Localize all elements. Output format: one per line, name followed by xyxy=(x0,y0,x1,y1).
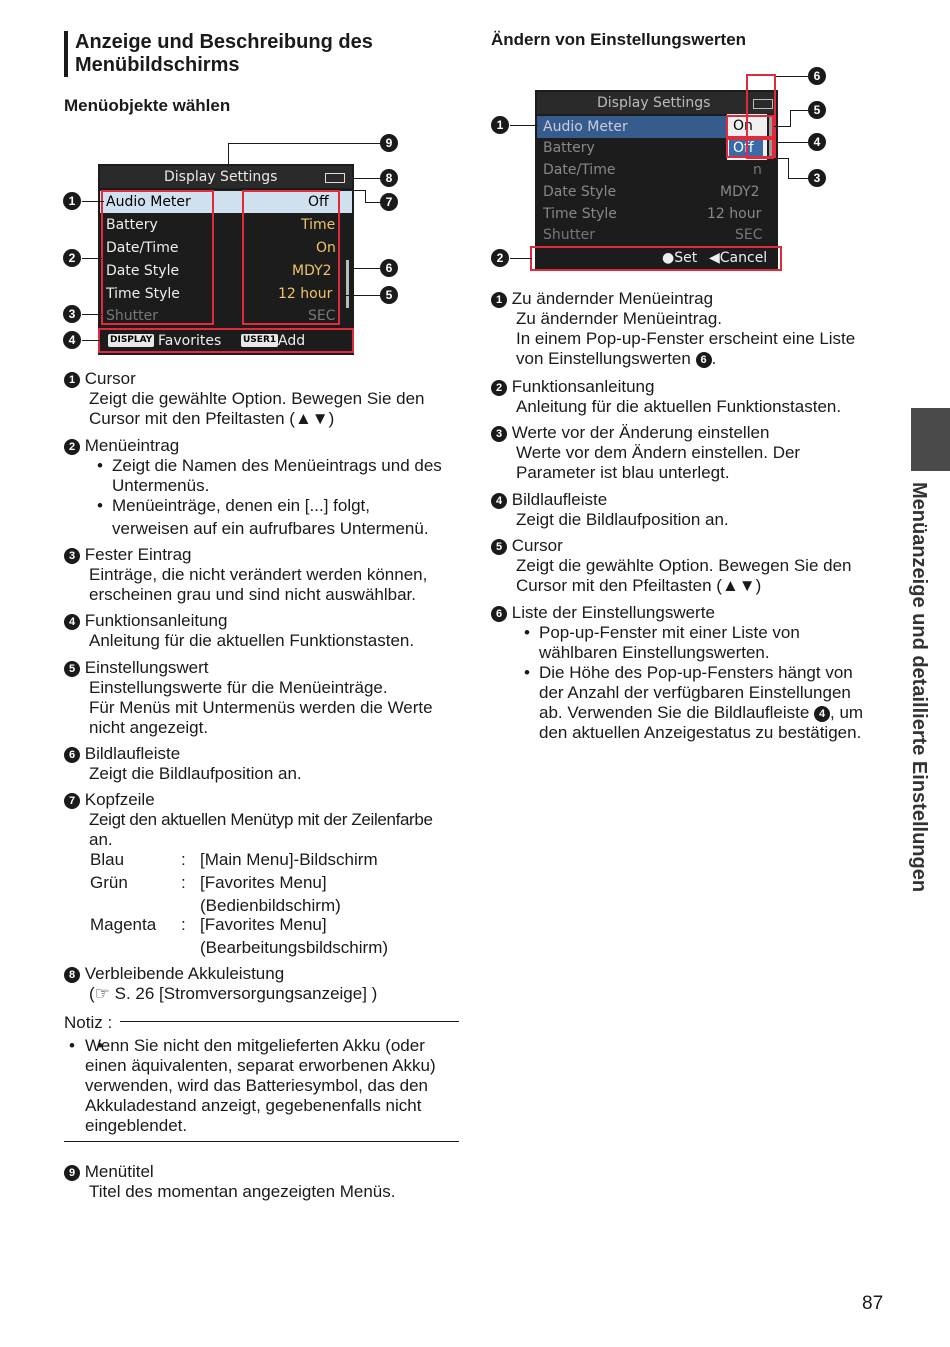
num-badge: 3 xyxy=(491,426,507,442)
scrollbar[interactable] xyxy=(346,260,349,308)
highlight-items xyxy=(101,190,214,325)
note-bullet: • • Wenn Sie nicht den mitgelieferten Akku (oder xyxy=(64,1036,464,1056)
color-key-magenta: Magenta xyxy=(90,915,157,934)
favorites-label: Favorites xyxy=(158,333,222,349)
callout-line xyxy=(776,76,808,77)
num-badge: 4 xyxy=(64,614,80,630)
callout-line xyxy=(774,158,788,159)
color-val-green: [Favorites Menu] xyxy=(200,873,327,892)
note-text: einen äquivalenten, separat erworbenen Akku) xyxy=(85,1056,436,1075)
heading-bar xyxy=(64,31,68,77)
menu-value-3: n xyxy=(753,162,762,178)
bullet-cont: Untermenüs. xyxy=(112,476,210,495)
note-text: verwenden, wird das Batteriesymbol, das den xyxy=(85,1076,429,1095)
section-heading-line1: Anzeige und Beschreibung des xyxy=(75,31,373,53)
callout-line xyxy=(352,178,380,179)
left-item-5 xyxy=(64,658,464,738)
menu-item-4[interactable]: Date Style xyxy=(106,263,180,279)
popup-option-off[interactable]: Off xyxy=(733,140,754,156)
item-title: Bildlaufleiste xyxy=(84,744,181,763)
menu-value-4: MDY2 xyxy=(720,184,760,200)
item-title: Kopfzeile xyxy=(84,790,155,809)
callout-line xyxy=(790,110,791,126)
menu-item-6-fixed: Shutter xyxy=(106,308,158,324)
item-title: Werte vor der Änderung einstellen xyxy=(511,423,770,442)
menu-item-2[interactable]: Battery xyxy=(543,140,595,156)
note-title: Notiz : xyxy=(64,1013,113,1032)
item-text[interactable]: (☞ S. 26 [Stromversorgungsanzeige] ) xyxy=(89,984,378,1003)
callout-6: 6 xyxy=(808,67,826,85)
callout-line xyxy=(788,178,808,179)
screen-title: Display Settings xyxy=(164,169,278,185)
item-title: Liste der Einstellungswerte xyxy=(511,603,715,622)
callout-1: 1 xyxy=(491,116,509,134)
item-text: Anleitung für die aktuellen Funktionstasten. xyxy=(516,397,842,416)
item-text: In einem Pop-up-Fenster erscheint eine Liste xyxy=(516,329,856,348)
left-item-7 xyxy=(64,790,464,850)
callout-1: 1 xyxy=(63,192,81,210)
battery-icon xyxy=(325,173,345,183)
callout-2: 2 xyxy=(491,249,509,267)
num-badge: 6 xyxy=(491,606,507,622)
callout-line xyxy=(510,258,532,259)
bullet: • Die Höhe des Pop-up-Fensters hängt von xyxy=(491,663,891,683)
left-item-6 xyxy=(64,744,464,784)
num-badge: 6 xyxy=(64,747,80,763)
color-key-blue: Blau xyxy=(90,850,125,869)
item-title: Einstellungswert xyxy=(84,658,209,677)
callout-line xyxy=(82,258,102,259)
menu-value-5: 12 hour xyxy=(707,206,762,222)
num-badge: 3 xyxy=(64,548,80,564)
item-text: Zeigt die gewählte Option. Bewegen Sie den xyxy=(516,556,852,575)
callout-line xyxy=(228,143,380,144)
menu-value-6: SEC xyxy=(735,227,763,243)
item-text: Einträge, die nicht verändert werden können, xyxy=(89,565,428,584)
callout-8: 8 xyxy=(380,169,398,187)
menu-item-3[interactable]: Date/Time xyxy=(543,162,616,178)
callout-line xyxy=(82,314,102,315)
num-badge: 5 xyxy=(491,539,507,555)
num-badge: 5 xyxy=(64,661,80,677)
item-text: Cursor mit den Pfeiltasten (▲▼) xyxy=(516,576,762,595)
note-rule-bottom xyxy=(64,1141,459,1142)
bullet-cont: ab. Verwenden Sie die Bildlaufleiste 4 , um xyxy=(539,703,864,722)
callout-line xyxy=(82,340,100,341)
menu-item-5[interactable]: Time Style xyxy=(106,286,180,302)
right-item-4 xyxy=(491,490,891,530)
page-number: 87 xyxy=(862,1293,884,1314)
menu-value-3: On xyxy=(316,240,336,256)
bullet-cont: wählbaren Einstellungswerten. xyxy=(539,643,770,662)
item-text: Parameter ist blau unterlegt. xyxy=(516,463,730,482)
callout-7: 7 xyxy=(380,193,398,211)
note-body xyxy=(64,1036,464,1136)
chapter-tab xyxy=(911,408,950,471)
callout-5: 5 xyxy=(380,286,398,304)
callout-6: 6 xyxy=(380,259,398,277)
right-item-6 xyxy=(491,603,891,743)
num-badge: 9 xyxy=(64,1165,80,1181)
num-badge: 7 xyxy=(64,793,80,809)
colon: : xyxy=(181,915,186,934)
section-heading-line2: Menübildschirms xyxy=(75,54,240,76)
menu-value-6: SEC xyxy=(308,308,336,324)
callout-line xyxy=(774,126,791,127)
subheading-right: Ändern von Einstellungswerten xyxy=(491,30,747,49)
item-text: Zeigt die Bildlaufposition an. xyxy=(516,510,729,529)
right-item-1 xyxy=(491,289,891,369)
screen-title: Display Settings xyxy=(597,95,711,111)
right-item-5 xyxy=(491,536,891,596)
item-text: erscheinen grau und sind nicht auswählbar. xyxy=(89,585,416,604)
callout-3: 3 xyxy=(63,305,81,323)
left-item-3 xyxy=(64,545,464,605)
item-title: Menüeintrag xyxy=(84,436,180,455)
chapter-side-label: Menüanzeige und detaillierte Einstellungen xyxy=(908,482,930,893)
item-title: Funktionsanleitung xyxy=(84,611,228,630)
item-title: Funktionsanleitung xyxy=(511,377,655,396)
menu-item-1[interactable]: Audio Meter xyxy=(543,119,628,135)
num-badge: 4 xyxy=(814,706,830,722)
bullet: • Pop-up-Fenster mit einer Liste von xyxy=(491,623,891,643)
callout-4: 4 xyxy=(808,133,826,151)
item-title: Verbleibende Akkuleistung xyxy=(84,964,285,983)
color-key-green: Grün xyxy=(90,873,128,892)
note-text: eingeblendet. xyxy=(85,1116,188,1135)
callout-2: 2 xyxy=(63,249,81,267)
callout-line xyxy=(510,125,538,126)
item-text: Titel des momentan angezeigten Menüs. xyxy=(89,1182,396,1201)
callout-line xyxy=(788,158,789,178)
left-item-2 xyxy=(64,436,464,539)
callout-3: 3 xyxy=(808,169,826,187)
item-text: Werte vor dem Ändern einstellen. Der xyxy=(516,443,801,462)
callout-line xyxy=(350,268,380,269)
callout-line xyxy=(790,110,808,111)
highlight-guide xyxy=(98,328,354,353)
item-title: Cursor xyxy=(84,369,136,388)
item-text: Zeigt die gewählte Option. Bewegen Sie den xyxy=(89,389,425,408)
left-item-4 xyxy=(64,611,464,651)
menu-item-4[interactable]: Date Style xyxy=(543,184,617,200)
highlight-values xyxy=(242,190,340,325)
highlight-popup-list xyxy=(746,74,776,159)
popup-option-on[interactable]: On xyxy=(733,118,753,134)
right-item-2 xyxy=(491,377,891,417)
bullet-cont: der Anzahl der verfügbaren Einstellungen xyxy=(539,683,851,702)
num-badge: 2 xyxy=(491,380,507,396)
subheading-left: Menüobjekte wählen xyxy=(64,96,231,115)
menu-item-1[interactable]: Audio Meter xyxy=(106,194,191,210)
color-val-magenta-2: (Bearbeitungsbildschirm) xyxy=(200,938,389,957)
item-text: Zeigt den aktuellen Menütyp mit der Zeilenfarbe xyxy=(89,810,433,829)
item-title: Menütitel xyxy=(84,1162,154,1181)
num-badge: 1 xyxy=(64,372,80,388)
color-val-magenta: [Favorites Menu] xyxy=(200,915,327,934)
cancel-label[interactable]: ◀Cancel xyxy=(709,250,768,266)
item-title: Bildlaufleiste xyxy=(511,490,608,509)
bullet-cont: verweisen auf ein aufrufbares Untermenü. xyxy=(112,519,429,538)
item-title: Zu ändernder Menüeintrag xyxy=(511,289,714,308)
callout-line xyxy=(82,201,104,202)
note-rule-top xyxy=(120,1021,459,1022)
right-item-3 xyxy=(491,423,891,483)
callout-line xyxy=(228,143,229,167)
num-badge: 2 xyxy=(64,439,80,455)
left-item-9 xyxy=(64,1162,464,1202)
menu-value-4: MDY2 xyxy=(292,263,332,279)
highlight-guide-2 xyxy=(530,246,782,271)
menu-value-1: Off xyxy=(308,194,329,210)
menu-item-6: Shutter xyxy=(543,227,595,243)
num-badge: 6 xyxy=(696,352,712,368)
callout-line xyxy=(352,190,365,191)
left-item-1 xyxy=(64,369,464,429)
color-val-blue: [Main Menu]-Bildschirm xyxy=(200,850,378,869)
callout-line xyxy=(776,142,808,143)
num-badge: 8 xyxy=(64,967,80,983)
item-text: nicht angezeigt. xyxy=(89,718,209,737)
callout-5: 5 xyxy=(808,101,826,119)
note-text: Akkuladestand anzeigt, gegebenenfalls nicht xyxy=(85,1096,422,1115)
item-text: Zeigt die Bildlaufposition an. xyxy=(89,764,302,783)
left-item-8 xyxy=(64,964,464,1004)
bullet-cont: den aktuellen Anzeigestatus zu bestätigen. xyxy=(539,723,862,742)
menu-value-2: Time xyxy=(301,217,336,233)
callout-line xyxy=(340,295,380,296)
item-text: Für Menüs mit Untermenüs werden die Werte xyxy=(89,698,433,717)
menu-item-5[interactable]: Time Style xyxy=(543,206,617,222)
screen-title-bar xyxy=(537,92,776,114)
bullet: • Menüeinträge, denen ein [...] folgt, xyxy=(64,496,464,516)
colon: : xyxy=(181,850,186,869)
item-title: Fester Eintrag xyxy=(84,545,192,564)
bullet: • Zeigt die Namen des Menüeintrags und des xyxy=(64,456,464,476)
item-text: Anleitung für die aktuellen Funktionstasten. xyxy=(89,631,415,650)
callout-4: 4 xyxy=(63,331,81,349)
item-text: Zu ändernder Menüeintrag. xyxy=(516,309,723,328)
callout-line xyxy=(365,190,366,202)
callout-9: 9 xyxy=(380,134,398,152)
item-title: Cursor xyxy=(511,536,563,555)
color-val-green-2: (Bedienbildschirm) xyxy=(200,896,341,915)
item-text: an. xyxy=(89,830,113,849)
item-text: Einstellungswerte für die Menüeinträge. xyxy=(89,678,388,697)
colon: : xyxy=(181,873,186,892)
set-label[interactable]: ●Set xyxy=(662,250,698,266)
num-badge: 1 xyxy=(491,292,507,308)
item-text: Cursor mit den Pfeiltasten (▲▼) xyxy=(89,409,335,428)
display-button[interactable]: DISPLAY xyxy=(110,335,153,345)
menu-item-2[interactable]: Battery xyxy=(106,217,158,233)
callout-line xyxy=(365,202,380,203)
add-label: Add xyxy=(278,333,306,349)
num-badge: 4 xyxy=(491,493,507,509)
menu-value-5: 12 hour xyxy=(278,286,333,302)
item-text: von Einstellungswerten 6 . xyxy=(516,349,717,368)
user1-button[interactable]: USER1 xyxy=(243,335,277,345)
menu-item-3[interactable]: Date/Time xyxy=(106,240,179,256)
screen-title-bar xyxy=(100,166,352,188)
